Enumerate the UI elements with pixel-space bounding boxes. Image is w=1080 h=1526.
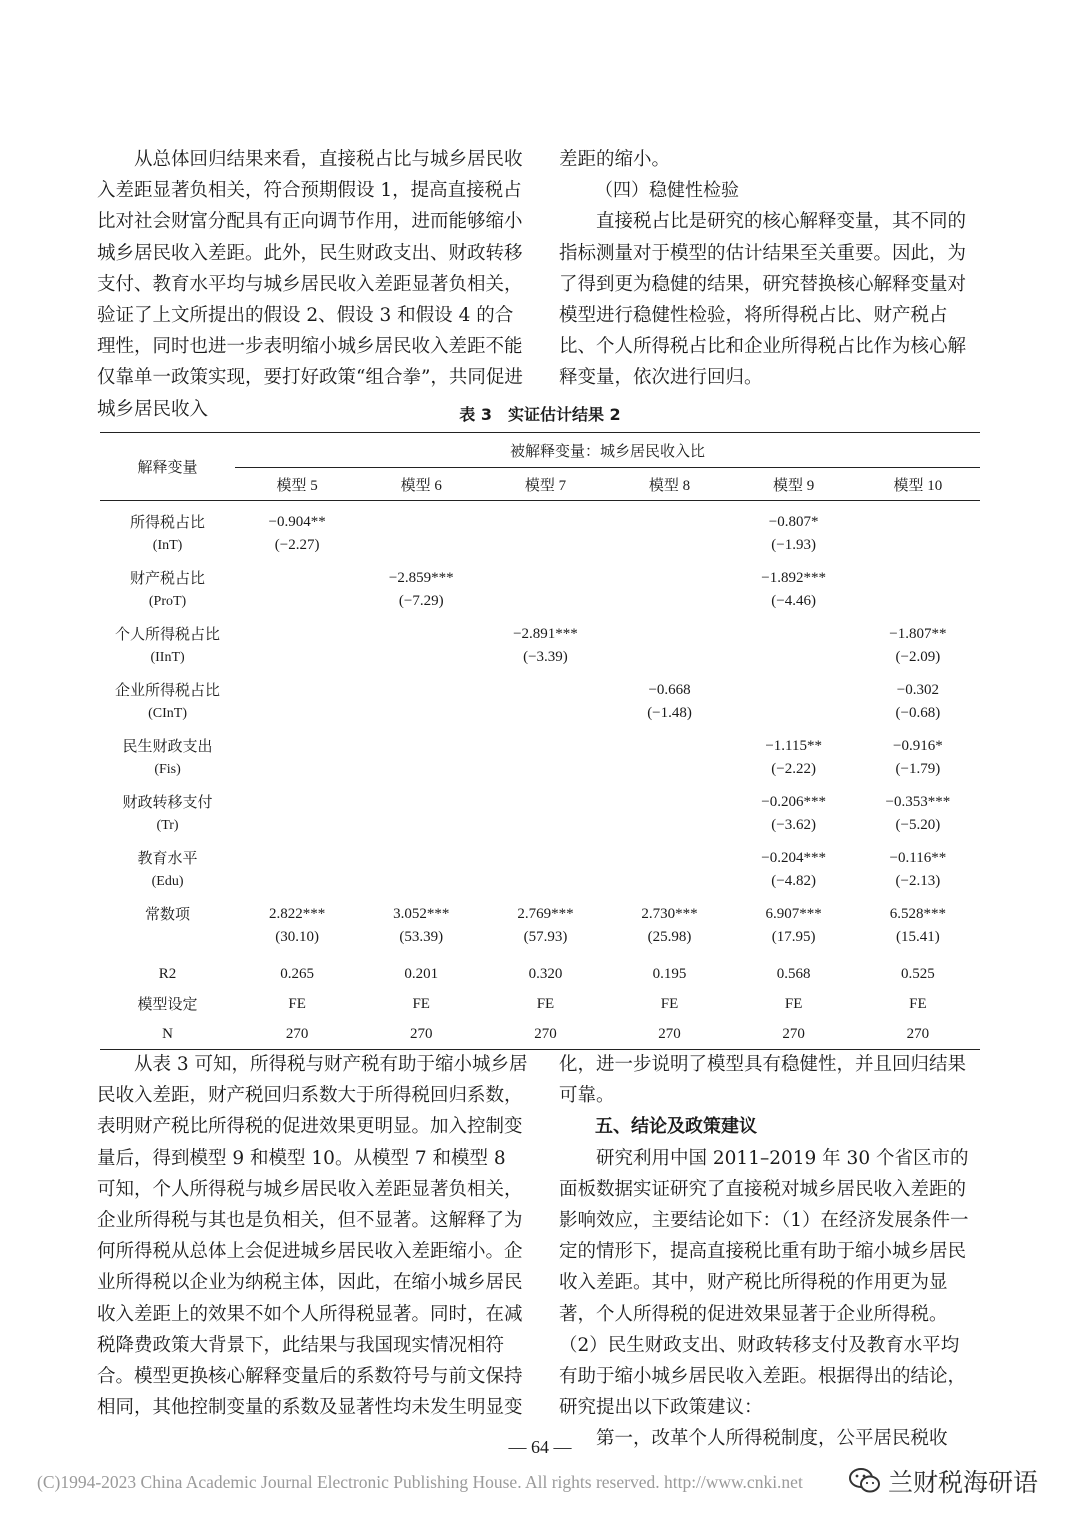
model-header: 模型 9 <box>773 477 815 494</box>
t-stat-cell: (−1.48) <box>647 705 692 721</box>
stat-label: N <box>162 1026 173 1042</box>
coefficient-cell <box>483 847 607 870</box>
stat-value: 0.201 <box>404 966 439 982</box>
stat-value: 270 <box>285 1026 309 1042</box>
coefficient-cell: −0.916* <box>893 738 943 754</box>
table-row <box>100 847 980 870</box>
coefficient-cell <box>235 679 359 702</box>
coefficient-cell: 6.528*** <box>889 906 946 922</box>
variable-label: 财政转移支付 <box>122 793 213 811</box>
coefficient-cell: −0.116** <box>889 850 947 866</box>
stat-row <box>100 1019 980 1050</box>
t-stat-cell <box>732 702 856 725</box>
paragraph-regression-summary: 从总体回归结果来看，直接税占比与城乡居民收入差距显著负相关，符合预期假设 1，提高直接税占比对社会财富分配具有正向调节作用，进而能够缩小城乡居民收入差距。此外，民生财政支出、财政转移支付、教育水平均与城乡居民收入差距显著负相关，验证了上文所提出的假设 2、假设 3 和假设 4 的合理性，同时也进一步表明缩小城乡居民收入差距不能仅靠单一政策实现，要打好政策“组合拳”，共同促进城乡居民收入 <box>97 149 523 420</box>
stat-row <box>100 959 980 989</box>
stat-value: FE <box>784 996 803 1012</box>
t-stat-cell <box>235 646 359 669</box>
t-stat-cell: (−3.39) <box>523 649 568 665</box>
t-stat-cell <box>359 870 483 893</box>
t-stat-cell <box>235 758 359 781</box>
coefficient-cell: −1.892*** <box>761 570 826 586</box>
stat-value: 270 <box>782 1026 805 1042</box>
variable-symbol <box>100 926 235 949</box>
coefficient-cell <box>483 735 607 758</box>
t-stat-cell <box>608 534 732 557</box>
t-stat-cell: (−4.82) <box>771 873 816 889</box>
t-stat-cell <box>235 590 359 613</box>
t-stat-cell <box>359 534 483 557</box>
coefficient-cell <box>359 679 483 702</box>
coefficient-cell: −1.807** <box>889 626 947 642</box>
coefficient-cell: −1.115** <box>765 738 822 754</box>
variable-label: 企业所得税占比 <box>115 681 221 699</box>
table-title: 表 3 实证估计结果 2 <box>459 405 621 424</box>
coefficient-cell: −0.904** <box>268 514 326 530</box>
model-header: 模型 5 <box>276 477 318 494</box>
t-stat-cell <box>483 590 607 613</box>
section-heading-robustness: （四）稳健性检验 <box>595 180 739 202</box>
stat-value: FE <box>536 996 555 1012</box>
coefficient-cell: 2.730*** <box>641 906 698 922</box>
right-column-top <box>559 144 977 394</box>
coefficient-cell <box>608 847 732 870</box>
section-heading-conclusion: 五、结论及政策建议 <box>595 1116 757 1138</box>
coefficient-cell: −2.859*** <box>388 570 454 586</box>
variable-symbol: (Edu) <box>151 874 184 889</box>
table-row-tstat <box>100 534 980 557</box>
model-header: 模型 8 <box>648 477 691 494</box>
variable-symbol: (Tr) <box>156 818 179 833</box>
stat-value: 270 <box>658 1026 681 1042</box>
coefficient-cell <box>235 623 359 646</box>
stat-value: 270 <box>906 1026 930 1042</box>
variable-label: 所得税占比 <box>130 513 206 531</box>
coefficient-cell <box>359 735 483 758</box>
stat-label: R2 <box>158 966 177 982</box>
t-stat-cell: (−1.93) <box>771 537 816 553</box>
coefficient-cell: −0.668 <box>648 682 691 698</box>
t-stat-cell <box>608 758 732 781</box>
coefficient-cell: 2.822*** <box>269 906 326 922</box>
paragraph-table-discussion: 从表 3 可知，所得税与财产税有助于缩小城乡居民收入差距，财产税回归系数大于所得税回归系数，表明财产税比所得税的促进效果更明显。加入控制变量后，得到模型 9 和模型 10。从模型 7 和模型 8 可知，个人所得税与城乡居民收入差距显著负相关，企业所得税与其也是负相关，但不显著。这解释了为何所得税从总体上会促进城乡居民收入差距缩小。企业所得税以企业为纳税主体，因此，在缩小城乡居民收入差距上的效果不如个人所得税显著。同时，在减税降费政策大背景下，此结果与我国现实情况相符合。模型更换核心解释变量后的系数符号与前文保持相同，其他控制变量的系数及显著性均未发生明显变 <box>97 1054 528 1419</box>
stat-value: 0.525 <box>901 966 935 982</box>
table-row <box>100 679 980 702</box>
coefficient-cell <box>483 791 607 814</box>
t-stat-cell <box>359 758 483 781</box>
coefficient-cell <box>235 735 359 758</box>
table-row-tstat <box>100 590 980 613</box>
table-row <box>100 735 980 758</box>
stat-value: FE <box>288 996 306 1012</box>
stat-value: FE <box>909 996 927 1012</box>
t-stat-cell <box>608 814 732 837</box>
table-row-tstat <box>100 702 980 725</box>
table-body <box>100 501 980 1050</box>
variable-symbol: (ProT) <box>148 594 187 609</box>
t-stat-cell: (25.98) <box>647 929 692 945</box>
t-stat-cell: (53.39) <box>399 929 444 945</box>
t-stat-cell: (15.41) <box>896 929 940 945</box>
t-stat-cell <box>856 534 980 557</box>
t-stat-cell: (−2.27) <box>274 537 320 553</box>
t-stat-cell <box>483 534 607 557</box>
coefficient-cell <box>732 623 856 646</box>
coefficient-cell <box>608 735 732 758</box>
coefficient-cell <box>483 679 607 702</box>
coefficient-cell <box>856 511 980 534</box>
paragraph-conclusions: 研究利用中国 2011–2019 年 30 个省区市的面板数据实证研究了直接税对城乡居民收入差距的影响效应，主要结论如下：（1）在经济发展条件一定的情形下，提高直接税比重有助于缩小城乡居民收入差距。其中，财产税比所得税的作用更为显著，个人所得税的促进效果显著于企业所得税。（2）民生财政支出、财政转移支付及教育水平均有助于缩小城乡居民收入差距。根据得出的结论，研究提出以下政策建议： <box>559 1147 969 1419</box>
table-row <box>100 903 980 926</box>
coefficient-cell <box>608 511 732 534</box>
coefficient-cell: −0.204*** <box>761 850 826 866</box>
left-column-bottom <box>97 1049 529 1423</box>
t-stat-cell <box>359 814 483 837</box>
stat-value: 270 <box>409 1026 433 1042</box>
t-stat-cell <box>856 590 980 613</box>
t-stat-cell: (−1.79) <box>895 761 941 777</box>
paragraph-continuation-2: 化，进一步说明了模型具有稳健性，并且回归结果可靠。 <box>559 1054 967 1107</box>
coefficient-cell <box>732 679 856 702</box>
coefficient-cell <box>359 847 483 870</box>
t-stat-cell: (−2.13) <box>895 873 941 889</box>
table-row-tstat <box>100 814 980 837</box>
stat-row <box>100 989 980 1019</box>
coefficient-cell <box>359 511 483 534</box>
stat-value: 270 <box>534 1026 557 1042</box>
paragraph-policy-first: 第一，改革个人所得税制度，公平居民税收 <box>596 1428 948 1450</box>
watermark <box>848 1461 1038 1501</box>
t-stat-cell <box>608 870 732 893</box>
coefficient-cell <box>235 567 359 590</box>
copyright-footer: (C)1994-2023 China Academic Journal Electronic Publishing House. All rights reserved. http://www.cnki.net <box>37 1472 803 1492</box>
variable-symbol: (InT) <box>152 538 183 553</box>
coefficient-cell: −0.206*** <box>761 794 826 810</box>
coefficient-cell: −0.807* <box>768 514 819 530</box>
t-stat-cell: (17.95) <box>771 929 816 945</box>
left-column-top <box>97 144 529 425</box>
variable-label: 财产税占比 <box>130 569 206 587</box>
coefficient-cell <box>608 623 732 646</box>
coefficient-cell: −0.353*** <box>885 794 951 810</box>
table-dep-header: 被解释变量：城乡居民收入比 <box>235 433 980 468</box>
t-stat-cell <box>732 646 856 669</box>
table-row <box>100 511 980 534</box>
coefficient-cell <box>235 791 359 814</box>
t-stat-cell <box>483 870 607 893</box>
coefficient-cell <box>359 623 483 646</box>
page-number: — 64 — <box>508 1437 572 1457</box>
t-stat-cell: (−4.46) <box>771 593 816 609</box>
t-stat-cell <box>235 814 359 837</box>
stat-label: 模型设定 <box>137 995 198 1013</box>
t-stat-cell <box>483 814 607 837</box>
coefficient-cell <box>608 791 732 814</box>
watermark-text: 兰财税海研语 <box>888 1468 1039 1497</box>
coefficient-cell <box>235 847 359 870</box>
table-row-tstat <box>100 926 980 949</box>
t-stat-cell: (−0.68) <box>895 705 941 721</box>
t-stat-cell <box>608 590 732 613</box>
t-stat-cell <box>483 758 607 781</box>
variable-label: 教育水平 <box>137 849 198 867</box>
stat-value: 0.195 <box>652 966 687 982</box>
variable-label: 个人所得税占比 <box>115 625 221 643</box>
variable-symbol: (IInT) <box>150 650 185 665</box>
results-table <box>100 432 980 1050</box>
table-row-tstat <box>100 758 980 781</box>
coefficient-cell <box>483 511 607 534</box>
stat-value: 0.320 <box>528 966 563 982</box>
t-stat-cell: (30.10) <box>275 929 319 945</box>
coefficient-cell <box>856 567 980 590</box>
stat-value: 0.568 <box>776 966 811 982</box>
wechat-icon <box>848 1466 882 1496</box>
model-header: 模型 10 <box>893 477 943 494</box>
t-stat-cell: (−2.09) <box>895 649 941 665</box>
variable-label: 民生财政支出 <box>122 737 213 755</box>
coefficient-cell: 3.052*** <box>393 906 450 922</box>
t-stat-cell <box>359 702 483 725</box>
variable-symbol: (Fis) <box>154 762 181 777</box>
stat-value: FE <box>412 996 430 1012</box>
t-stat-cell: (−2.22) <box>771 761 816 777</box>
stat-value: FE <box>660 996 679 1012</box>
t-stat-cell <box>483 702 607 725</box>
coefficient-cell <box>483 567 607 590</box>
variable-symbol: (CInT) <box>148 706 187 721</box>
variable-label: 常数项 <box>145 905 191 923</box>
coefficient-cell: −2.891*** <box>513 626 578 642</box>
table-row <box>100 567 980 590</box>
right-column-bottom <box>559 1049 977 1455</box>
table-row <box>100 623 980 646</box>
t-stat-cell: (−3.62) <box>771 817 816 833</box>
table-var-header: 解释变量 <box>100 433 235 501</box>
paragraph-continuation: 差距的缩小。 <box>559 149 671 170</box>
stat-value: 0.265 <box>280 966 314 982</box>
coefficient-cell <box>608 567 732 590</box>
coefficient-cell: 6.907*** <box>765 906 822 922</box>
table-row-tstat <box>100 870 980 893</box>
t-stat-cell <box>235 870 359 893</box>
t-stat-cell: (−5.20) <box>895 817 941 833</box>
t-stat-cell <box>359 646 483 669</box>
coefficient-cell: −0.302 <box>896 682 939 698</box>
t-stat-cell <box>235 702 359 725</box>
coefficient-cell: 2.769*** <box>517 906 574 922</box>
t-stat-cell: (−7.29) <box>398 593 444 609</box>
t-stat-cell: (57.93) <box>523 929 568 945</box>
paragraph-robustness: 直接税占比是研究的核心解释变量，其不同的指标测量对于模型的估计结果至关重要。因此，为了得到更为稳健的结果，研究替换核心解释变量对模型进行稳健性检验，将所得税占比、财产税占比、个人所得税占比和企业所得税占比作为核心解释变量，依次进行回归。 <box>559 211 967 389</box>
model-header: 模型 6 <box>400 477 442 494</box>
table-row <box>100 791 980 814</box>
coefficient-cell <box>359 791 483 814</box>
table-row-tstat <box>100 646 980 669</box>
model-header: 模型 7 <box>524 477 567 494</box>
t-stat-cell <box>608 646 732 669</box>
